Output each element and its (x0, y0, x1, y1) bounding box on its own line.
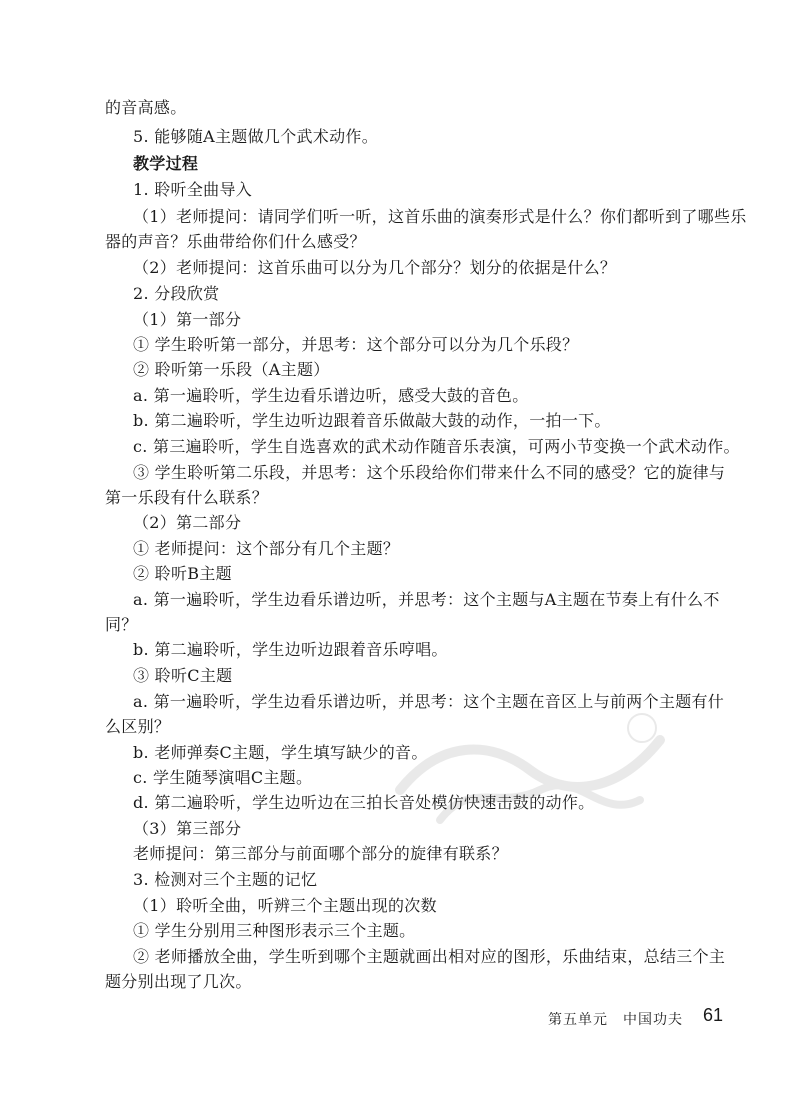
text-line: 第一乐段有什么联系？ (105, 488, 269, 507)
text-line: c. 第三遍聆听，学生自选喜欢的武术动作随音乐表演，可两小节变换一个武术动作。 (133, 437, 740, 456)
text-line: 的音高感。 (105, 98, 187, 117)
text-line: ② 老师播放全曲，学生听到哪个主题就画出相对应的图形，乐曲结束，总结三个主 (133, 947, 726, 966)
page-footer (0, 1005, 800, 1033)
section-heading: 教学过程 (133, 154, 199, 173)
text-line: 1. 聆听全曲导入 (133, 180, 253, 199)
text-line: a. 第一遍聆听，学生边看乐谱边听，并思考：这个主题在音区上与前两个主题有什 (133, 692, 725, 711)
text-line: b. 第二遍聆听，学生边听边跟着音乐做敲大鼓的动作，一拍一下。 (133, 411, 611, 430)
text-line: 题分别出现了几次。 (105, 972, 252, 991)
text-line: 老师提问：第三部分与前面哪个部分的旋律有联系？ (133, 844, 508, 863)
text-line: 3. 检测对三个主题的记忆 (133, 870, 318, 889)
text-line: 同？ (105, 615, 138, 634)
publisher-watermark (380, 700, 680, 840)
text-line: 2. 分段欣赏 (133, 284, 220, 303)
text-line: b. 第二遍聆听，学生边听边跟着音乐哼唱。 (133, 640, 448, 659)
text-line: （1）老师提问：请同学们听一听，这首乐曲的演奏形式是什么？你们都听到了哪些乐 (133, 207, 747, 226)
unit-title: 第五单元 中国功夫 (548, 1012, 683, 1028)
text-line: a. 第一遍聆听，学生边看乐谱边听，感受大鼓的音色。 (133, 386, 529, 405)
text-line: ① 老师提问：这个部分有几个主题？ (133, 539, 400, 558)
text-line: （3）第三部分 (133, 819, 242, 838)
text-line: ① 学生分别用三种图形表示三个主题。 (133, 921, 416, 940)
text-line: （1）第一部分 (133, 310, 242, 329)
page-number: 61 (703, 1005, 724, 1025)
text-line: ③ 学生聆听第二乐段，并思考：这个乐段给你们带来什么不同的感受？它的旋律与 (133, 463, 726, 482)
text-line: 5. 能够随A主题做几个武术动作。 (133, 127, 379, 146)
text-line: ① 学生聆听第一部分，并思考：这个部分可以分为几个乐段？ (133, 335, 579, 354)
text-line: ③ 聆听C主题 (133, 666, 233, 685)
text-line: d. 第二遍聆听，学生边听边在三拍长音处模仿快速击鼓的动作。 (133, 793, 595, 812)
text-line: 器的声音？乐曲带给你们什么感受？ (105, 232, 366, 251)
text-line: b. 老师弹奏C主题，学生填写缺少的音。 (133, 743, 428, 762)
text-line: ② 聆听B主题 (133, 564, 232, 583)
text-line: a. 第一遍聆听，学生边看乐谱边听，并思考：这个主题与A主题在节奏上有什么不 (133, 590, 720, 609)
text-line: （1）聆听全曲，听辨三个主题出现的次数 (133, 896, 437, 915)
text-line: c. 学生随琴演唱C主题。 (133, 768, 313, 787)
text-line: （2）第二部分 (133, 513, 242, 532)
text-line: （2）老师提问：这首乐曲可以分为几个部分？划分的依据是什么？ (133, 258, 617, 277)
text-line: 么区别？ (105, 717, 171, 736)
text-line: ② 聆听第一乐段（A主题） (133, 360, 330, 379)
